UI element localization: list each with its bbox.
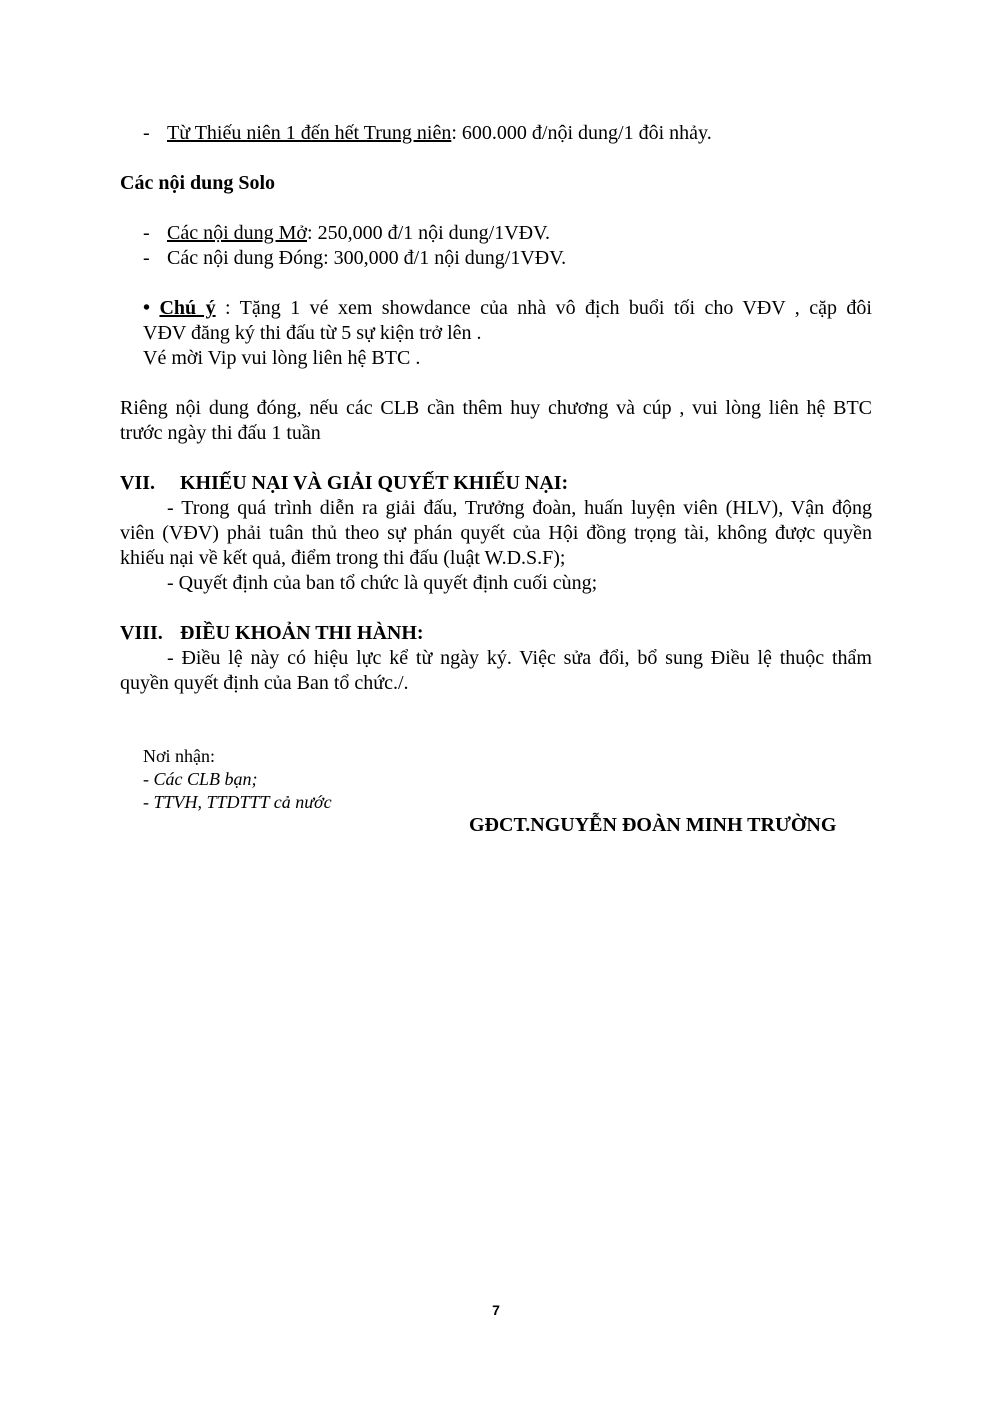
section-7-para1-line2: viên (VĐV) phải tuân thủ theo sự phán quyết của Hội đồng trọng tài, không được quyền (120, 522, 872, 544)
note-line-3: Vé mời Vip vui lòng liên hệ BTC . (143, 347, 421, 369)
list-dash: - (143, 222, 150, 244)
section-8-line2: quyền quyết định của Ban tổ chức./. (120, 672, 409, 694)
solo-open-category: Các nội dung Mở (167, 222, 308, 244)
solo-heading: Các nội dung Solo (120, 172, 276, 194)
page-number: 7 (492, 1302, 500, 1318)
note-text-1: : Tặng 1 vé xem showdance của nhà vô địch buổi tối cho VĐV , cặp đôi (215, 297, 872, 319)
solo-open-text (167, 221, 550, 245)
section-7-title: KHIẾU NẠI VÀ GIẢI QUYẾT KHIẾU NẠI: (180, 472, 569, 494)
recipient-item: - TTVH, TTDTTT cả nước (143, 792, 332, 812)
section-7-para1-line1: - Trong quá trình diễn ra giải đấu, Trưởng đoàn, huấn luyện viên (HLV), Vận động (167, 497, 872, 519)
note-bullet: • (143, 297, 151, 319)
note-label: Chú ý (159, 297, 216, 319)
closed-events-line-1: Riêng nội dung đóng, nếu các CLB cần thêm huy chương và cúp , vui lòng liên hệ BTC (120, 397, 872, 419)
note-line-2: VĐV đăng ký thi đấu từ 5 sự kiện trở lên . (143, 322, 482, 344)
fee-youth-text (167, 121, 712, 145)
list-dash: - (143, 122, 150, 144)
section-8-title: ĐIỀU KHOẢN THI HÀNH: (180, 622, 424, 644)
recipients-heading: Nơi nhận: (143, 746, 216, 766)
section-7-para2: - Quyết định của ban tổ chức là quyết định cuối cùng; (167, 572, 598, 594)
recipient-item: - Các CLB bạn; (143, 769, 258, 789)
section-8-number: VIII. (120, 622, 163, 644)
fee-youth-amount: : 600.000 đ/nội dung/1 đôi nhảy. (451, 122, 712, 144)
section-7-para1-line3: khiếu nại về kết quả, điểm trong thi đấu (luật W.D.S.F); (120, 547, 566, 569)
solo-open-fee: : 250,000 đ/1 nội dung/1VĐV. (307, 222, 550, 244)
section-8-line1: - Điều lệ này có hiệu lực kể từ ngày ký. Việc sửa đổi, bổ sung Điều lệ thuộc thẩm (167, 647, 872, 669)
list-dash: - (143, 247, 150, 269)
fee-youth-category: Từ Thiếu niên 1 đến hết Trung niên (167, 122, 452, 144)
note-line-1 (143, 296, 872, 320)
signature-name: GĐCT.NGUYỄN ĐOÀN MINH TRƯỜNG (469, 814, 837, 836)
solo-closed-text: Các nội dung Đóng: 300,000 đ/1 nội dung/1VĐV. (167, 247, 567, 269)
closed-events-line-2: trước ngày thi đấu 1 tuần (120, 422, 321, 444)
section-7-number: VII. (120, 472, 156, 494)
